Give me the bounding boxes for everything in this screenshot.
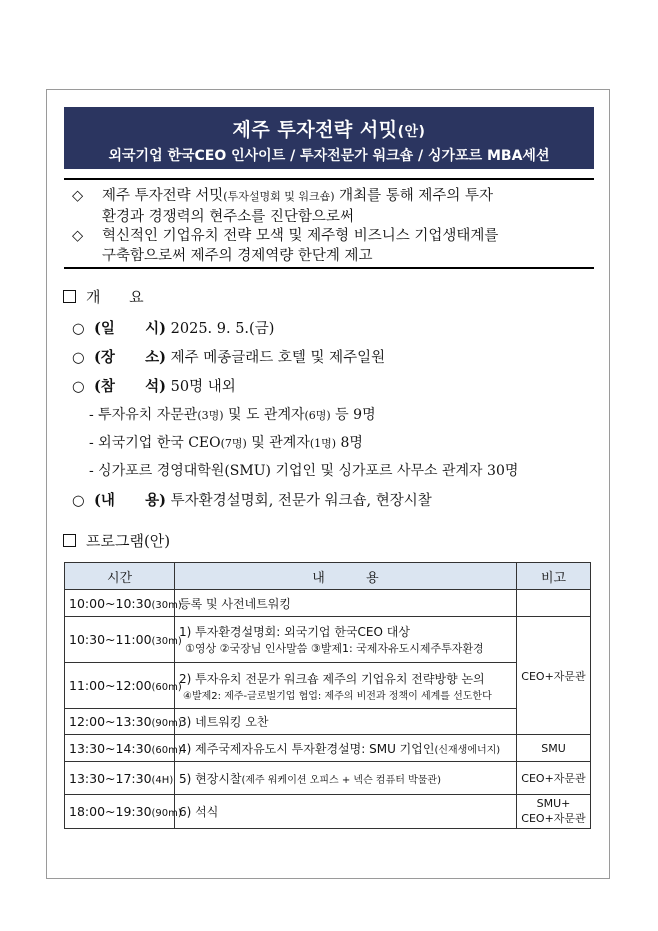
summary-1-line1: 제주 투자전략 서밋(투자설명회 및 워크숍) 개최를 통해 제주의 투자 (102, 188, 494, 204)
page-subtitle: 외국기업 한국CEO 인사이트 / 투자전문가 워크숍 / 싱가포르 MBA세션 (108, 148, 550, 164)
summary-2-line2: 구축함으로써 제주의 경제역량 한단계 제고 (102, 248, 373, 264)
merged-note: CEO+자문관 (517, 617, 591, 735)
table-row: 18:00~19:30(90m) 6) 석식 SMU+ CEO+자문관 (65, 795, 591, 829)
header-note: 비고 (517, 563, 591, 590)
header-content: 내 용 (175, 563, 517, 590)
overview-attendees: ○ (참 석) 50명 내외 (72, 378, 236, 395)
overview-content: ○ (내 용) 투자환경설명회, 전문가 워크숍, 현장시찰 (72, 492, 432, 509)
overview-place: ○ (장 소) 제주 메종글래드 호텔 및 제주일원 (72, 349, 386, 366)
title-suffix: (안) (397, 124, 426, 140)
table-header-row (65, 563, 591, 590)
diamond-icon: ◇ (72, 188, 84, 204)
summary-1-line2: 환경과 경쟁력의 현주소를 진단함으로써 (102, 209, 354, 225)
overview-date: ○ (일 시) 2025. 9. 5.(금) (72, 320, 275, 337)
diamond-icon: ◇ (72, 228, 84, 244)
program-table (64, 562, 591, 829)
page-title: 제주 투자전략 서밋(안) (232, 119, 426, 141)
attendees-sub-1: - 투자유치 자문관(3명) 및 도 관계자(6명) 등 9명 (89, 407, 376, 423)
header-time: 시간 (65, 563, 175, 590)
section-program: 프로그램(안) (63, 530, 170, 551)
table-row: 13:30~17:30(4H) 5) 현장시찰(제주 워케이션 오피스 + 넥슨 컴퓨터 박물관) CEO+자문관 (65, 762, 591, 795)
summary-item-1 (72, 186, 592, 226)
summary-2-line1: 혁신적인 기업유치 전략 모색 및 제주형 비즈니스 기업생태계를 (102, 228, 499, 244)
title-box (64, 107, 594, 169)
attendees-sub-3: - 싱가포르 경영대학원(SMU) 기업인 및 싱가포르 사무소 관계자 30명 (89, 463, 519, 479)
summary-item-2 (72, 226, 592, 266)
checkbox-square-icon (63, 290, 76, 303)
attendees-sub-2: - 외국기업 한국 CEO(7명) 및 관계자(1명) 8명 (89, 435, 363, 451)
summary-bottom-rule (64, 267, 594, 269)
section-overview: 개 요 (63, 286, 144, 307)
table-row: 13:30~14:30(60m) 4) 제주국제자유도시 투자환경설명: SMU 기업인(신재생에너지) SMU (65, 735, 591, 762)
summary-top-rule (64, 178, 594, 180)
table-row: 10:00~10:30(30m) 등록 및 사전네트워킹 (65, 590, 591, 617)
table-row: 10:30~11:00(30m) 1) 투자환경설명회: 외국기업 한국CEO 대상 ①영상 ②국장님 인사말씀 ③발제1: 국제자유도시제주투자환경 CEO+자문관 (65, 617, 591, 663)
table-row: 11:00~12:00(60m) 2) 투자유치 전문가 워크숍 제주의 기업유치 전략방향 논의 ④발제2: 제주-글로벌기업 협업: 제주의 비전과 정책이 세계를 선도한다 (65, 663, 591, 709)
checkbox-square-icon (63, 534, 76, 547)
table-row: 12:00~13:30(90m) 3) 네트워킹 오찬 (65, 709, 591, 735)
